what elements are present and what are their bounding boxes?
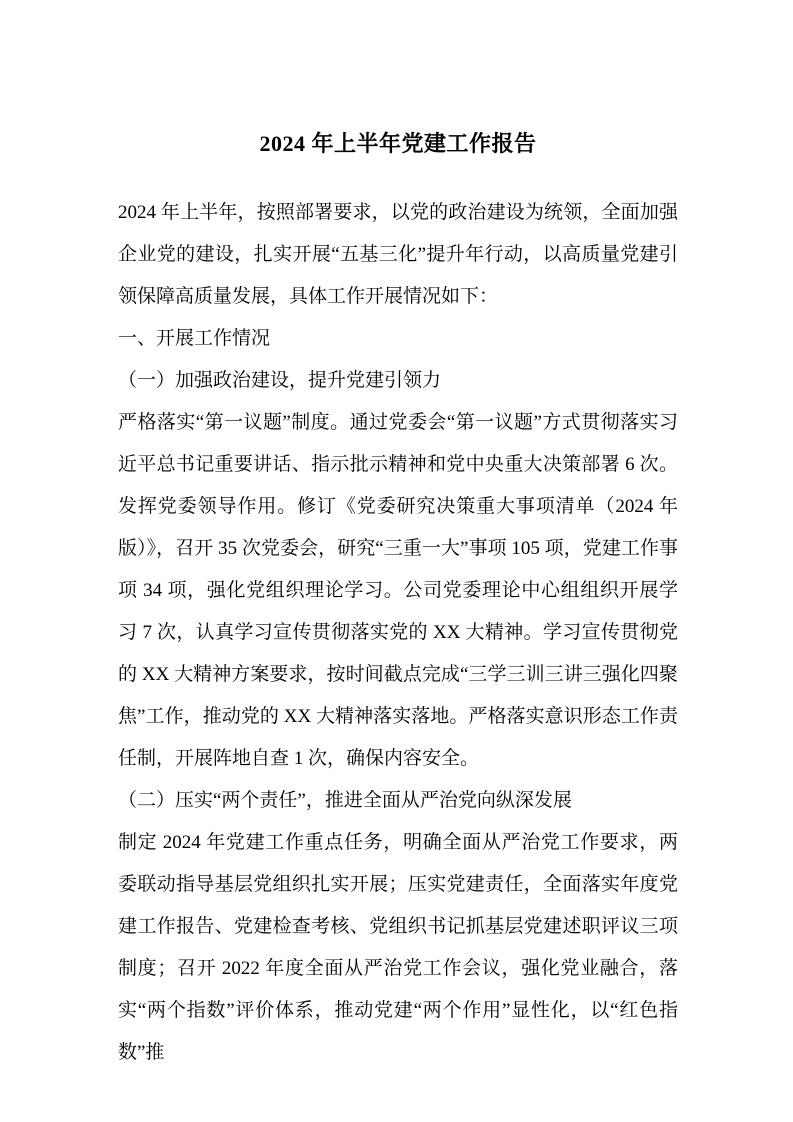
sub-heading-2: （二）压实“两个责任”，推进全面从严治党向纵深发展 [118,790,572,811]
paragraph-political-building: 严格落实“第一议题”制度。通过党委会“第一议题”方式贯彻落实习近平总书记重要讲话、指示批示精神和党中央重大决策部署 6 次。发挥党委领导作用。修订《党委研究决策重大事项清单（2024 年版）》，召开 35 次党委会，研究“三重一大”事项 105 项，党建工作事项 34 项，强化党组织理论学习。公司党委理论中心组组织开展学习 7 次，认真学习宣传贯彻落实党的 XX 大精神。学习宣传贯彻党的 XX 大精神方案要求，按时间截点完成“三学三训三讲三强化四聚焦”工作，推动党的 XX 大精神落实落地。严格落实意识形态工作责任制，开展阵地自查 1 次，确保内容安全。 [118,412,678,769]
document-title: 2024 年上半年党建工作报告 [259,131,537,156]
sub-heading-1: （一）加强政治建设，提升党建引领力 [118,370,442,391]
paragraph-intro: 2024 年上半年，按照部署要求，以党的政治建设为统领，全面加强企业党的建设，扎实开展“五基三化”提升年行动，以高质量党建引领保障高质量发展，具体工作开展情况如下： [118,202,678,307]
section-heading-1: 一、开展工作情况 [118,328,271,349]
paragraph-two-responsibilities: 制定 2024 年党建工作重点任务，明确全面从严治党工作要求，两委联动指导基层党组织扎实开展；压实党建责任，全面落实年度党建工作报告、党建检查考核、党组织书记抓基层党建述职评议三项制度；召开 2022 年度全面从严治党工作会议，强化党业融合，落实“两个指数”评价体系，推动党建“两个作用”显性化，以“红色指数”推 [118,832,678,1063]
